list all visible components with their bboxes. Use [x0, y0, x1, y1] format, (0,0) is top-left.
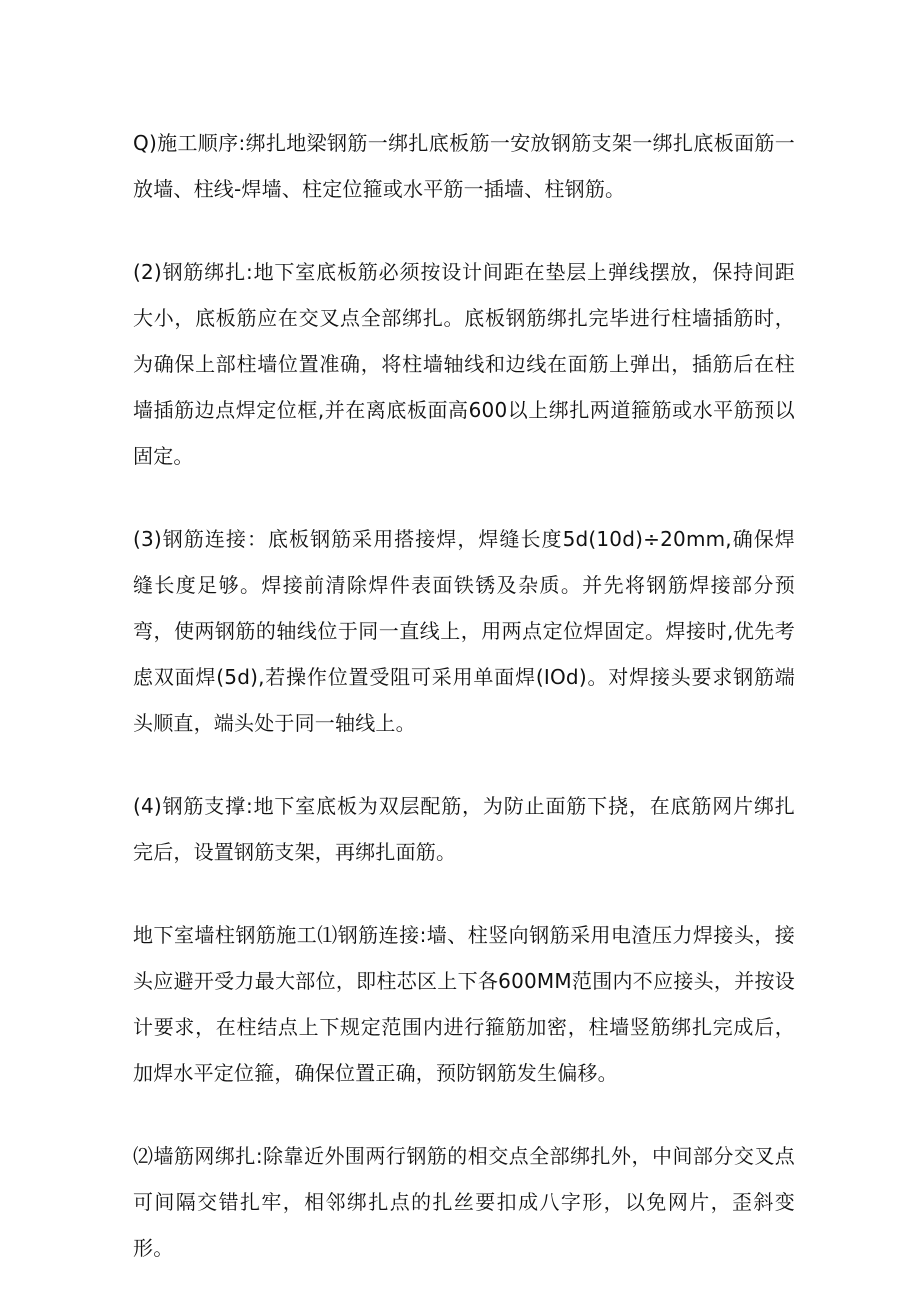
- paragraph-rebar-support: (4)钢筋支撑:地下室底板为双层配筋，为防止面筋下挠，在底筋网片绑扎完后，设置钢筋支架，再绑扎面筋。: [133, 794, 795, 864]
- paragraph-construction-sequence: Q)施工顺序:绑扎地梁钢筋一绑扎底板筋一安放钢筋支架一绑扎底板面筋一放墙、柱线-焊墙、柱定位箍或水平筋一插墙、柱钢筋。: [133, 131, 795, 201]
- paragraph-wall-mesh-binding: ⑵墙筋网绑扎:除靠近外围两行钢筋的相交点全部绑扎外，中间部分交叉点可间隔交错扎牢，相邻绑扎点的扎丝要扣成八字形，以免网片，歪斜变形。: [133, 1144, 795, 1260]
- document-body: [133, 120, 795, 1271]
- paragraph-rebar-binding: (2)钢筋绑扎:地下室底板筋必须按设计间距在垫层上弹线摆放，保持间距大小，底板筋应在交叉点全部绑扎。底板钢筋绑扎完毕进行柱墙插筋时，为确保上部柱墙位置准确，将柱墙轴线和边线在面筋上弹出，插筋后在柱墙插筋边点焊定位框,并在离底板面高600以上绑扎两道箍筋或水平筋预以固定。: [133, 260, 795, 468]
- paragraph-rebar-connection: (3)钢筋连接：底板钢筋采用搭接焊，焊缝长度5d(10d)÷20mm,确保焊缝长度足够。焊接前清除焊件表面铁锈及杂质。并先将钢筋焊接部分预弯，使两钢筋的轴线位于同一直线上，用两点定位焊固定。焊接时,优先考虑双面焊(5d),若操作位置受阻可采用单面焊(IOd)。对焊接头要求钢筋端头顺直，端头处于同一轴线上。: [133, 527, 795, 735]
- paragraph-wall-column-rebar: 地下室墙柱钢筋施工⑴钢筋连接:墙、柱竖向钢筋采用电渣压力焊接头，接头应避开受力最大部位，即柱芯区上下各600MM范围内不应接头，并按设计要求，在柱结点上下规定范围内进行箍筋加密，柱墙竖筋绑扎完成后，加焊水平定位箍，确保位置正确，预防钢筋发生偏移。: [133, 923, 795, 1085]
